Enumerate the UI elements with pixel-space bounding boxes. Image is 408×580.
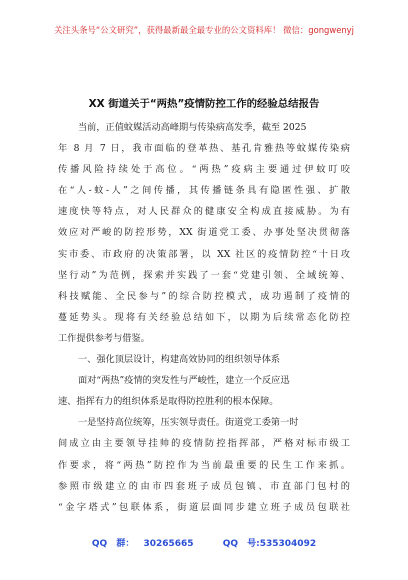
body-line: 实市委、市政府的决策部署，以 XX 社区的疫情防控“十日攻 — [58, 248, 350, 260]
qq-group: QQ 群： 30265665 — [91, 539, 194, 549]
body-line: 坚行动”为范例，探索并实践了一套“党建引领、全域统筹、 — [58, 269, 350, 281]
body-line: 当前，正值蚊媒活动高峰期与传染病高发季，截至 2025 — [78, 122, 307, 133]
body-line: “金字塔式”包联体系，街道层面同步建立班子成员包联社 — [58, 501, 350, 513]
qq-number: QQ 号:535304092 — [222, 539, 317, 549]
footer-contacts — [0, 536, 408, 549]
body-line: 工作提供参考与借鉴。 — [58, 332, 150, 344]
body-line: 效应对严峻的防控形势，XX 街道党工委、办事处坚决贯彻落 — [58, 227, 350, 239]
body-line: 速、指挥有力的组织体系是取得防控胜利的根本保障。 — [58, 396, 279, 408]
body-line: 参照市级建立的由市四套班子成员包镇、市直部门包村的 — [58, 480, 350, 492]
promo-banner: 关注头条号“公文研究”，获得最新最全最专业的公文资料库！ 微信：gongwenyj — [54, 25, 354, 35]
body-line: 蔓延势头。现将有关经验总结如下，以期为后续常态化防控 — [58, 311, 350, 323]
body-line: 科技赋能、全民参与”的综合防控模式，成功遏制了疫情的 — [58, 290, 350, 302]
body-line: 间成立由主要领导挂帅的疫情防控指挥部，严格对标市级工 — [58, 438, 350, 450]
body-line: 作要求，将“两热”防控作为当前最重要的民生工作来抓。 — [58, 459, 350, 471]
body-line: 在“人-蚊-人”之间传播，其传播链条具有隐匿性强、扩散 — [58, 185, 350, 197]
body-line: 速度快等特点，对人民群众的健康安全构成直接威胁。为有 — [58, 206, 350, 218]
body-line: 一是坚持高位统筹，压实领导责任。街道党工委第一时 — [78, 417, 299, 429]
document-title: XX 街道关于“两热”疫情防控工作的经验总结报告 — [88, 98, 320, 110]
document-body — [58, 117, 350, 518]
body-line: 传播风险持续处于高位。“两热”疫病主要通过伊蚊叮咬 — [58, 164, 350, 176]
section-heading: 一、强化顶层设计，构建高效协同的组织领导体系 — [78, 354, 281, 366]
body-line: 面对“两热”疫情的突发性与严峻性，建立一个反应迅 — [78, 375, 290, 387]
body-line: 年 8 月 7 日，我市面临的登革热、基孔肯雅热等蚊媒传染病 — [58, 143, 350, 155]
